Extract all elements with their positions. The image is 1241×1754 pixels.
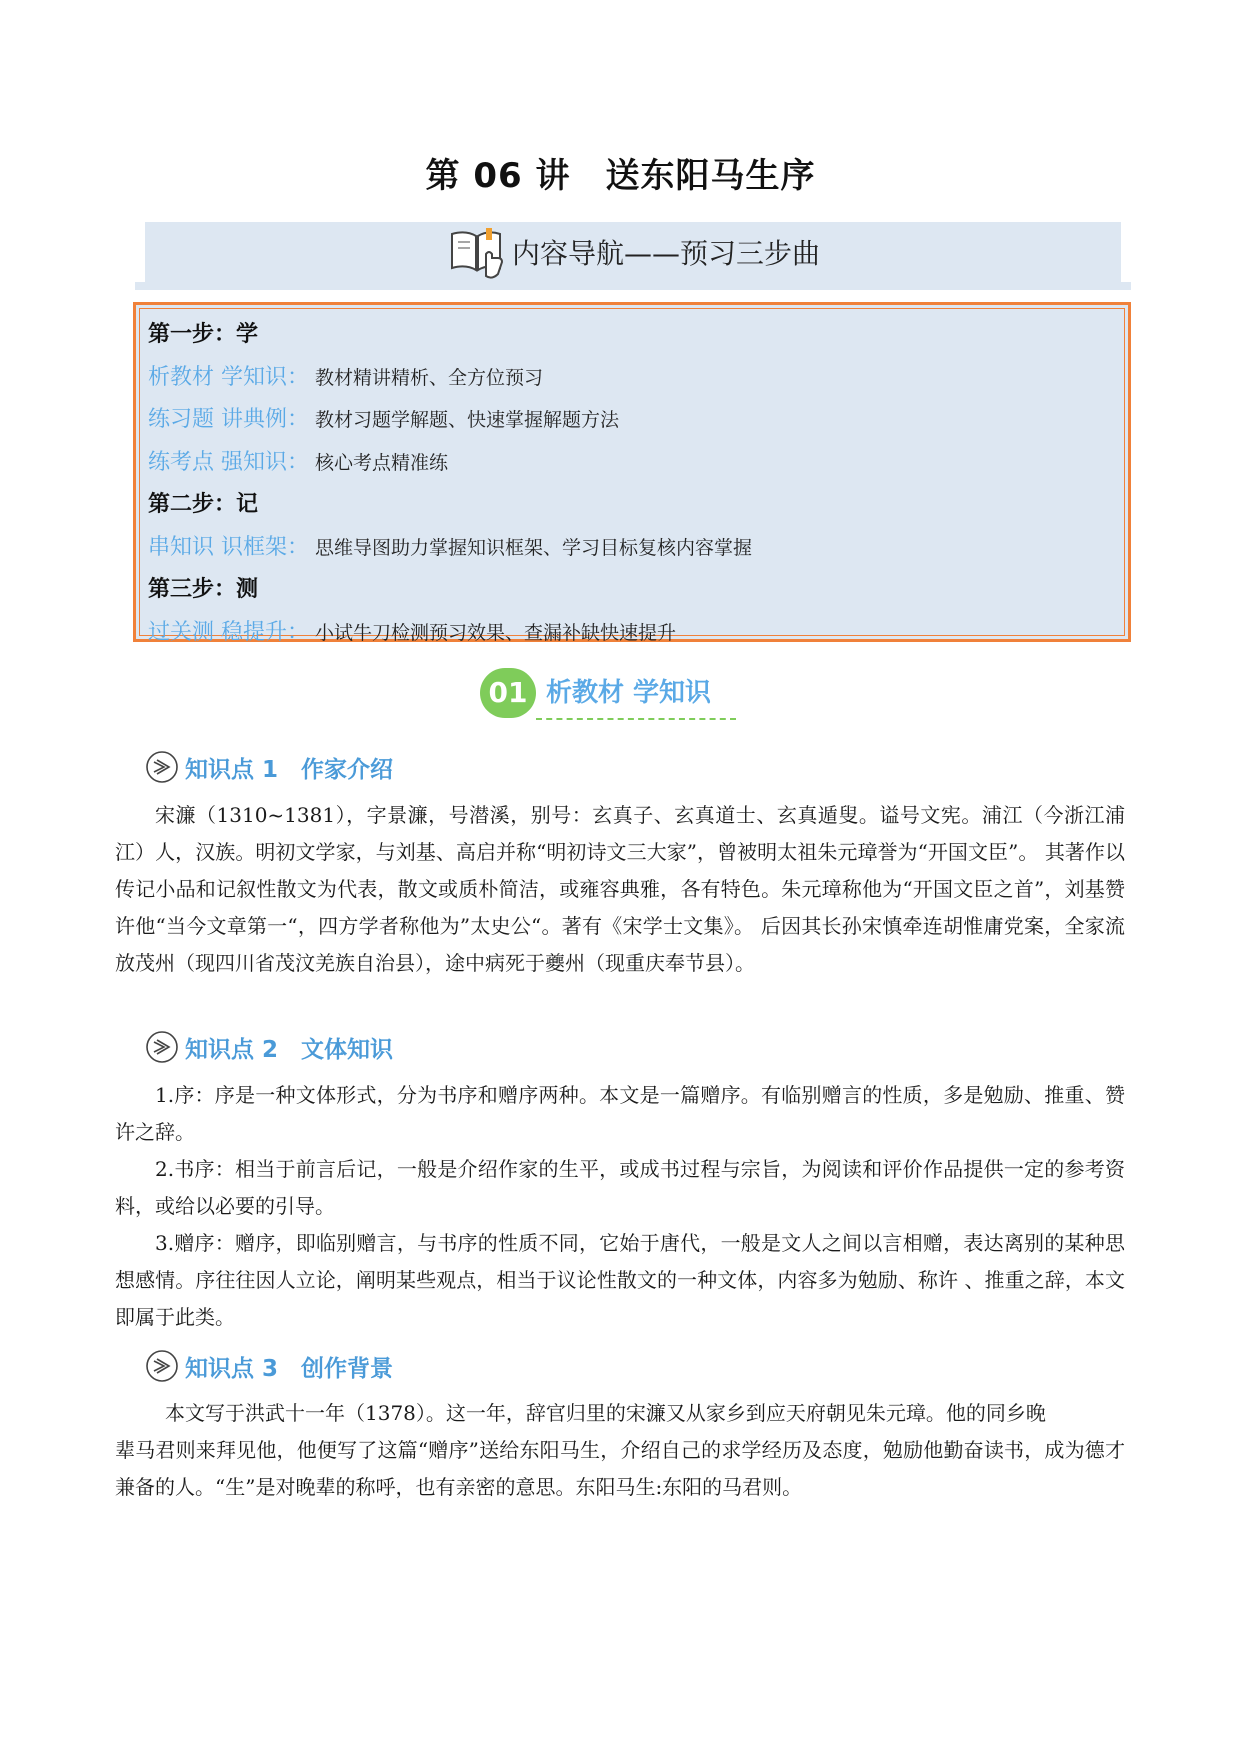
preview-steps-box: [133, 302, 1131, 645]
step-item-description: 核心考点精准练: [315, 451, 449, 474]
knowledge-point-title: 知识点 1 作家介绍: [185, 756, 394, 783]
knowledge-point-2-body: [115, 1077, 1125, 1336]
book-pointer-icon: [446, 224, 510, 280]
paragraph: 1.序：序是一种文体形式，分为书序和赠序两种。本文是一篇赠序。有临别赠言的性质，多是勉励、推重、赞许之辞。: [115, 1083, 1125, 1144]
paragraph: 2.书序：相当于前言后记，一般是介绍作家的生平，或成书过程与宗旨，为阅读和评价作品提供一定的参考资料，或给以必要的引导。: [115, 1157, 1125, 1218]
knowledge-point-title: 知识点 2 文体知识: [185, 1036, 394, 1063]
content-navigation-banner: [145, 222, 1121, 282]
step-item-key: 串知识 识框架：: [148, 534, 309, 560]
knowledge-point-3-body: [115, 1395, 1125, 1506]
section-label: 析教材 学知识: [546, 678, 712, 708]
paragraph: 辈马君则来拜见他，他便写了这篇“赠序”送给东阳马生，介绍自己的求学经历及态度，勉励他勤奋读书，成为德才兼备的人。“生”是对晚辈的称呼，也有亲密的意思。东阳马生:东阳的马君则。: [115, 1438, 1125, 1499]
knowledge-point-2-heading: [145, 1028, 393, 1066]
step-item: [148, 613, 676, 653]
paragraph: 宋濂（1310~1381），字景濂，号潜溪，别号：玄真子、玄真道士、玄真遁叟。谥号文宪。浦江（今浙江浦江）人，汉族。明初文学家，与刘基、高启并称“明初诗文三大家”，曾被明太祖朱元璋誉为“开国文臣”。 其著作以传记小品和记叙性散文为代表，散文或质朴简洁，或雍容典雅，各有特色。朱元璋称他为“开国文臣之首”，刘基赞许他“当今文章第一“，四方学者称他为”太史公“。著有《宋学士文集》。 后因其长孙宋慎牵连胡惟庸党案，全家流放茂州（现四川省茂汶羌族自治县），途中病死于夔州（现重庆奉节县）。: [115, 803, 1125, 975]
step-heading-text: 第一步：学: [148, 322, 259, 347]
step-heading: [148, 315, 258, 355]
step-item-description: 教材习题学解题、快速掌握解题方法: [315, 409, 620, 431]
section-banner: [480, 668, 750, 724]
step-item-key: 析教材 学知识：: [148, 364, 309, 390]
knowledge-point-3-heading: [145, 1347, 393, 1385]
step-item-description: 思维导图助力掌握知识框架、学习目标复核内容掌握: [315, 536, 753, 559]
knowledge-point-1-heading: [145, 748, 393, 786]
step-item: [148, 528, 752, 568]
arrow-circle-icon: [145, 750, 179, 784]
arrow-circle-icon: [145, 1030, 179, 1064]
page-title: 第 06 讲 送东阳马生序: [425, 156, 816, 196]
step-heading: [148, 485, 258, 525]
paragraph: 3.赠序：赠序，即临别赠言，与书序的性质不同，它始于唐代，一般是文人之间以言相赠，表达离别的某种思想感情。序往往因人立论，阐明某些观点，相当于议论性散文的一种文体，内容多为勉励、称许 、推重之辞，本文即属于此类。: [115, 1231, 1125, 1329]
step-heading: [148, 570, 258, 610]
arrow-circle-icon: [145, 1349, 179, 1383]
step-heading-text: 第二步：记: [148, 492, 259, 517]
step-item-key: 练考点 强知识：: [148, 449, 309, 475]
section-underline: [536, 718, 736, 720]
step-item: [148, 443, 448, 483]
section-number-badge: 01: [480, 668, 536, 718]
step-item-description: 小试牛刀检测预习效果、查漏补缺快速提升: [315, 621, 677, 644]
navigation-title: 内容导航——预习三步曲: [511, 237, 820, 270]
knowledge-point-title: 知识点 3 创作背景: [185, 1355, 394, 1382]
paragraph: 本文写于洪武十一年（1378）。这一年，辞官归里的宋濂又从家乡到应天府朝见朱元璋。他的同乡晚: [165, 1401, 1046, 1425]
step-item-key: 过关测 稳提升：: [148, 619, 309, 645]
knowledge-point-1-body: [115, 797, 1125, 982]
step-item-description: 教材精讲精析、全方位预习: [315, 366, 544, 389]
step-item: [148, 400, 619, 440]
step-heading-text: 第三步：测: [148, 577, 259, 602]
step-item: [148, 358, 543, 398]
step-item-key: 练习题 讲典例：: [148, 407, 309, 432]
